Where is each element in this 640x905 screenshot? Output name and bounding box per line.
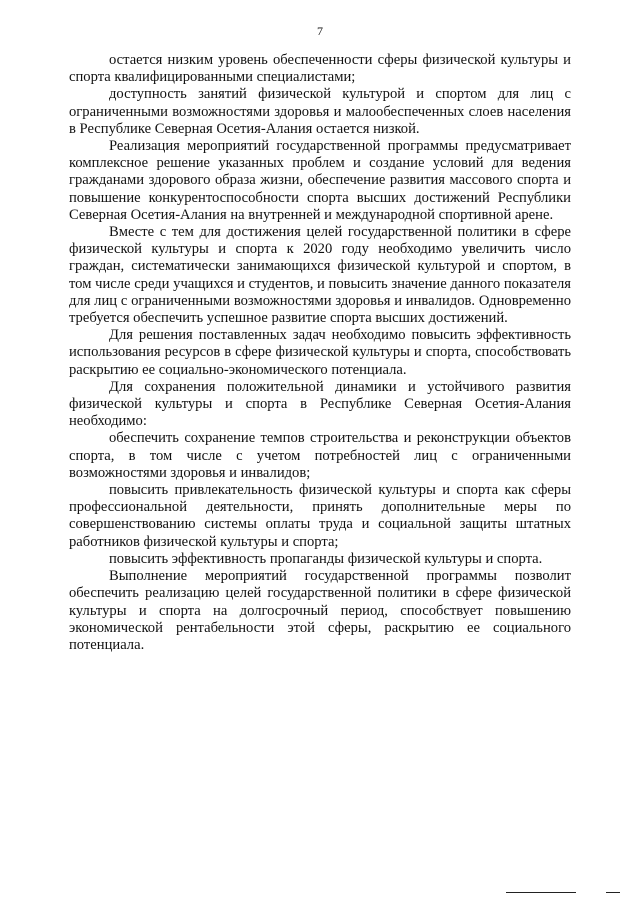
paragraph-efficiency: Для решения поставленных задач необходимо повысить эффективность использования ресурсов в сфере физической культуры и спорта, способствовать раскрытию ее социально-экономического потенциала.	[69, 327, 571, 378]
paragraph-program-implementation: Реализация мероприятий государственной программы предусматривает комплексное решение указанных проблем и создание условий для ведения гражданами здорового образа жизни, обеспечение развития массового спорта и повышение конкурентоспособности спорта высших достижений Республики Северная Осетия-Алания на внутренней и международной спортивной арене.	[69, 138, 571, 223]
page-number: 7	[317, 24, 323, 38]
list-item-propaganda: повысить эффективность пропаганды физической культуры и спорта.	[109, 550, 543, 567]
paragraph-conclusion: Выполнение мероприятий государственной программы позволит обеспечить реализацию целей государственной политики в сфере физической культуры и спорта на долгосрочный период, способствует повышению экономической рентабельности этой сферы, раскрытию ее социального потенциала.	[69, 568, 571, 653]
paragraph-policy-goals: Вместе с тем для достижения целей государственной политики в сфере физической культуры и спорта к 2020 году необходимо увеличить число граждан, систематически занимающихся физической культурой и спортом, в том числе среди учащихся и студентов, и повысить значение данного показателя для лиц с ограниченными возможностями здоровья и инвалидов. Одновременно требуется обеспечить успешное развитие спорта высших достижений.	[69, 224, 571, 327]
paragraph-staffing: остается низким уровень обеспеченности сферы физической культуры и спорта квалифицированными специалистами;	[69, 52, 571, 86]
paragraph-accessibility: доступность занятий физической культурой и спортом для лиц с ограниченными возможностями здоровья и малообеспеченных слоев населения в Республике Северная Осетия-Алания остается низкой.	[69, 86, 571, 137]
list-item-construction: обеспечить сохранение темпов строительства и реконструкции объектов спорта, в том числе с учетом потребностей лиц с ограниченными возможностями здоровья и инвалидов;	[69, 430, 571, 481]
document-body	[69, 52, 571, 654]
paragraph-positive-dynamics: Для сохранения положительной динамики и устойчивого развития физической культуры и спорта в Республике Северная Осетия-Алания необходимо:	[69, 378, 571, 430]
bottom-divider-short	[606, 892, 620, 893]
list-item-attractiveness: повысить привлекательность физической культуры и спорта как сферы профессиональной деятельности, принять дополнительные меры по совершенствованию системы оплаты труда и социальной защиты штатных работников физической культуры и спорта;	[69, 482, 571, 550]
bottom-divider	[506, 892, 576, 893]
